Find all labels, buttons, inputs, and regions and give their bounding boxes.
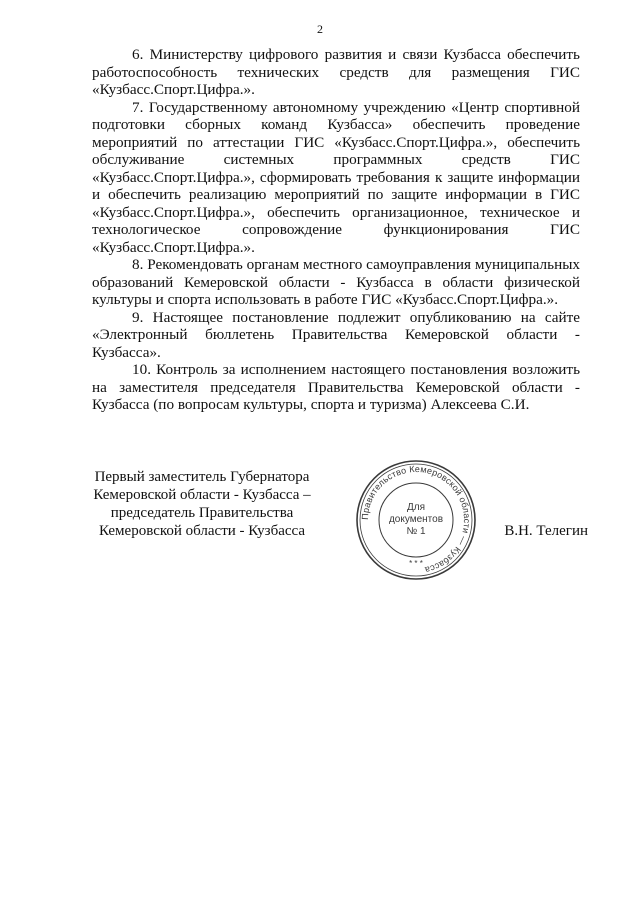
official-seal xyxy=(354,458,478,582)
paragraph-10: 10. Контроль за исполнением настоящего постановления возложить на заместителя председателя Правительства Кемеровской области - Кузбасса (по вопросам культуры, спорта и туризма) Алексеева С.И. xyxy=(92,361,580,413)
seal-center-line: Для xyxy=(406,502,426,513)
paragraph-6: 6. Министерству цифрового развития и связи Кузбасса обеспечить работоспособность технических средств для размещения ГИС «Кузбасс.Спорт.Цифра.». xyxy=(92,46,580,98)
signatory-title-line: Кемеровской области - Кузбасса – xyxy=(93,487,311,503)
seal-stars: * * * xyxy=(409,559,423,568)
seal-center-line: № 1 xyxy=(406,526,426,537)
paragraph-8: 8. Рекомендовать органам местного самоуправления муниципальных образований Кемеровской области - Кузбасса в области физической культуры и спорта использовать в работе ГИС «Кузбасс.Спорт.Цифра.». xyxy=(92,256,580,308)
signatory-title xyxy=(82,468,322,540)
seal-ring-text: Правительство Кемеровской области — Кузбасса xyxy=(359,463,473,576)
signatory-title-line: Первый заместитель Губернатора xyxy=(94,469,310,485)
page-number: 2 xyxy=(317,22,323,36)
signatory-name: В.Н. Телегин xyxy=(504,523,588,539)
body-text xyxy=(92,46,580,414)
seal-center-line: документов xyxy=(388,514,444,525)
paragraph-7: 7. Государственному автономному учреждению «Центр спортивной подготовки сборных команд Кузбасса» обеспечить проведение мероприятий по аттестации ГИС «Кузбасс.Спорт.Цифра.», обеспечить обслуживание системных программных средств ГИС «Кузбасс.Спорт.Цифра.», сформировать требования к защите информации и обеспечить реализацию мероприятий по защите информации в ГИС «Кузбасс.Спорт.Цифра.», обеспечить организационное, техническое и технологическое сопровождение функционирования ГИС «Кузбасс.Спорт.Цифра.». xyxy=(92,98,580,256)
signatory-title-line: председатель Правительства xyxy=(110,505,294,521)
signatory-title-line: Кемеровской области - Кузбасса xyxy=(98,523,306,539)
paragraph-9: 9. Настоящее постановление подлежит опубликованию на сайте «Электронный бюллетень Правительства Кемеровской области - Кузбасса». xyxy=(92,308,580,361)
